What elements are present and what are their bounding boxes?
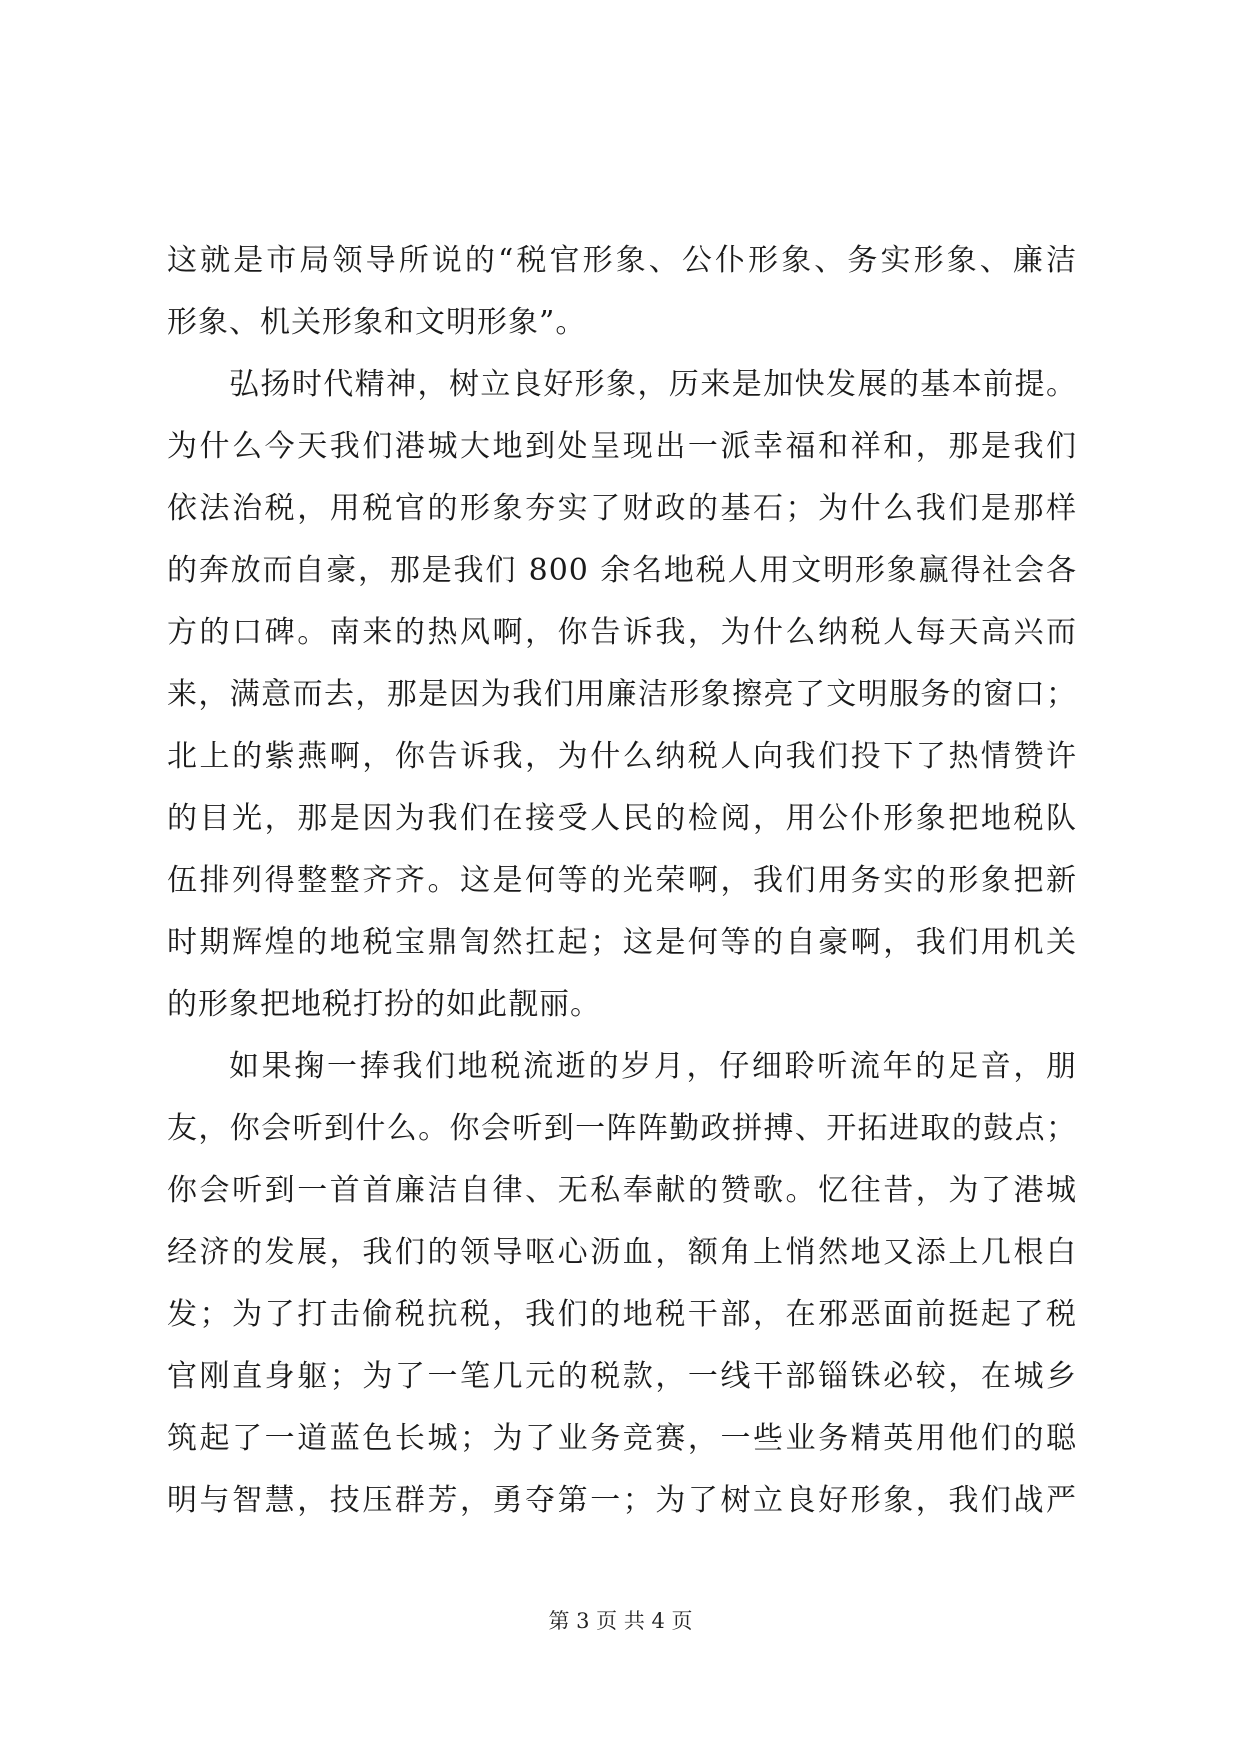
text-line: 的形象把地税打扮的如此靓丽。 bbox=[167, 987, 601, 1022]
paragraph bbox=[167, 1036, 1077, 1532]
page-footer: 第 3 页 共 4 页 bbox=[548, 1609, 693, 1633]
text-line: 友，你会听到什么。你会听到一阵阵勤政拼搏、开拓进取的鼓点； bbox=[167, 1111, 1077, 1146]
text-line: 北上的紫燕啊，你告诉我，为什么纳税人向我们投下了热情赞许 bbox=[167, 739, 1077, 774]
text-line: 如果掬一捧我们地税流逝的岁月，仔细聆听流年的足音，朋 bbox=[229, 1049, 1077, 1084]
text-line: 来，满意而去，那是因为我们用廉洁形象擦亮了文明服务的窗口； bbox=[167, 677, 1077, 712]
text-line: 发；为了打击偷税抗税，我们的地税干部，在邪恶面前挺起了税 bbox=[167, 1297, 1077, 1332]
paragraph bbox=[167, 354, 1077, 1036]
text-line: 这就是市局领导所说的“税官形象、公仆形象、务实形象、廉洁 bbox=[167, 243, 1077, 278]
text-line: 依法治税，用税官的形象夯实了财政的基石；为什么我们是那样 bbox=[167, 491, 1077, 526]
text-line: 伍排列得整整齐齐。这是何等的光荣啊，我们用务实的形象把新 bbox=[167, 863, 1077, 898]
text-line: 你会听到一首首廉洁自律、无私奉献的赞歌。忆往昔，为了港城 bbox=[167, 1173, 1077, 1208]
text-line: 官刚直身躯；为了一笔几元的税款，一线干部锱铢必较，在城乡 bbox=[167, 1359, 1077, 1394]
text-line: 为什么今天我们港城大地到处呈现出一派幸福和祥和，那是我们 bbox=[167, 429, 1077, 464]
text-line: 的目光，那是因为我们在接受人民的检阅，用公仆形象把地税队 bbox=[167, 801, 1077, 836]
text-line: 明与智慧，技压群芳，勇夺第一；为了树立良好形象，我们战严 bbox=[167, 1483, 1077, 1518]
paragraph bbox=[167, 230, 1077, 354]
text-line: 弘扬时代精神，树立良好形象，历来是加快发展的基本前提。 bbox=[229, 367, 1077, 402]
text-line: 的奔放而自豪，那是我们 800 余名地税人用文明形象赢得社会各 bbox=[167, 553, 1077, 588]
text-line: 经济的发展，我们的领导呕心沥血，额角上悄然地又添上几根白 bbox=[167, 1235, 1077, 1270]
text-line: 筑起了一道蓝色长城；为了业务竞赛，一些业务精英用他们的聪 bbox=[167, 1421, 1077, 1456]
text-line: 时期辉煌的地税宝鼎訇然扛起；这是何等的自豪啊，我们用机关 bbox=[167, 925, 1077, 960]
text-line: 形象、机关形象和文明形象”。 bbox=[167, 305, 587, 340]
text-line: 方的口碑。南来的热风啊，你告诉我，为什么纳税人每天高兴而 bbox=[167, 615, 1077, 650]
document-body bbox=[167, 230, 1077, 1532]
